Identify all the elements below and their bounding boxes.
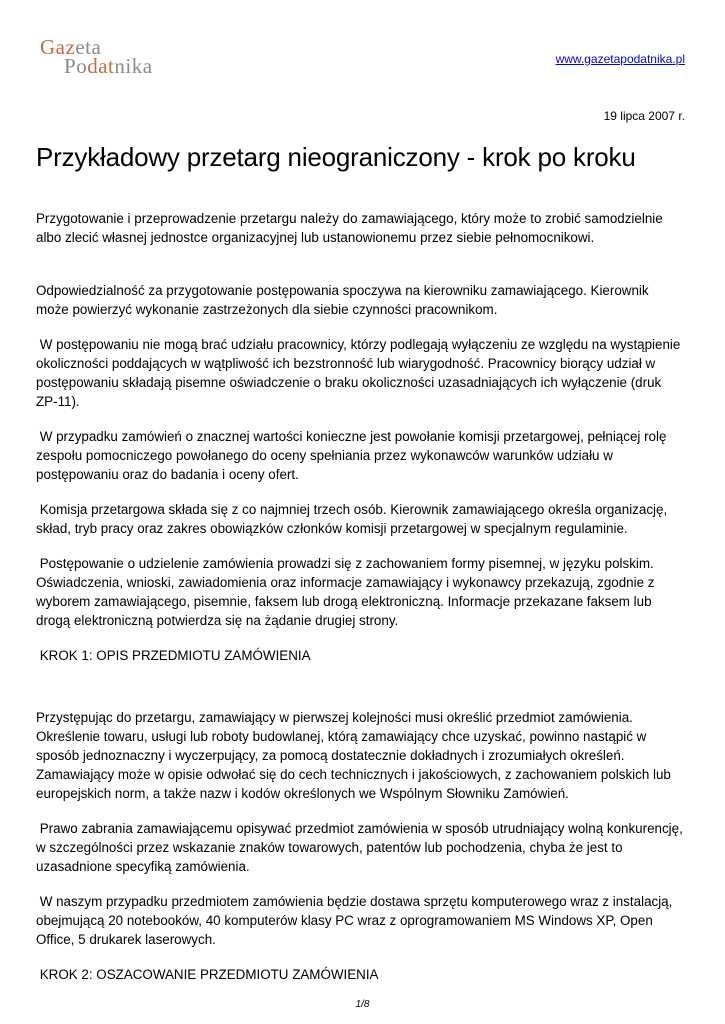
gazeta-podatnika-logo	[40, 35, 170, 82]
paragraph: W przypadku zamówień o znacznej wartości konieczne jest powołanie komisji przetargowej, pełniącej rolę zespołu pomocniczego powołanego do oceny spełniania przez wykonawców warunków udziału w postępowaniu oraz do badania i oceny ofert.	[36, 429, 667, 482]
document-body	[36, 209, 691, 984]
paragraph: W naszym przypadku przedmiotem zamówienia będzie dostawa sprzętu komputerowego wraz z instalacją, obejmującą 20 notebooków, 40 komputerów klasy PC wraz z oprogramowaniem MS Windows XP, Open Office, 5 drukarek laserowych.	[36, 894, 673, 947]
site-link[interactable]: www.gazetapodatnika.pl	[555, 52, 685, 66]
document-title: Przykładowy przetarg nieograniczony - krok po kroku	[36, 142, 636, 172]
logo-line-2: Podatnika	[64, 54, 153, 78]
paragraph: Przygotowanie i przeprowadzenie przetargu należy do zamawiającego, który może to zrobić samodzielnie albo zlecić własnej jednostce organizacyjnej lub ustanowionemu przez siebie pełnomocnikowi.	[36, 211, 663, 245]
document-date: 19 lipca 2007 r.	[603, 109, 685, 123]
paragraph: Prawo zabrania zamawiającemu opisywać przedmiot zamówienia w sposób utrudniający wolną konkurencję, w szczególności przez wskazanie znaków towarowych, patentów lub pochodzenia, chyba że jest to uzasadnione specyfiką zamówienia.	[36, 821, 683, 874]
paragraph: W postępowaniu nie mogą brać udziału pracownicy, którzy podlegają wyłączeniu ze względu na wystąpienie okoliczności poddających w wątpliwość ich bezstronność lub wiarygodność. Pracownicy biorący udział w postępowaniu składają pisemne oświadczenie o braku okoliczności uzasadniających ich wyłączenie (druk ZP-11).	[36, 337, 681, 409]
paragraph: Odpowiedzialność za przygotowanie postępowania spoczywa na kierowniku zamawiającego. Kierownik może powierzyć wykonanie zastrzeżonych dla siebie czynności pracownikom.	[36, 283, 649, 317]
paragraph: Postępowanie o udzielenie zamówienia prowadzi się z zachowaniem formy pisemnej, w języku polskim. Oświadczenia, wnioski, zawiadomienia oraz informacje zamawiający i wykonawcy przekazują, zgodnie z wyborem zamawiającego, pisemnie, faksem lub drogą elektroniczną. Informacje przekazane faksem lub drogą elektroniczną potwierdza się na żądanie drugiej strony.	[36, 556, 655, 628]
section-heading: KROK 2: OSZACOWANIE PRZEDMIOTU ZAMÓWIENIA	[36, 967, 379, 982]
page-number: 1/8	[355, 999, 370, 1010]
section-heading: KROK 1: OPIS PRZEDMIOTU ZAMÓWIENIA	[36, 648, 311, 663]
logo-line-1: Gazeta	[40, 35, 102, 59]
paragraph: Przystępując do przetargu, zamawiający w pierwszej kolejności musi określić przedmiot zamówienia. Określenie towaru, usługi lub roboty budowlanej, którą zamawiający chce uzyskać, powinno nastąpić w sposób jednoznaczny i wyczerpujący, za pomocą dostatecznie dokładnych i zrozumiałych określeń. Zamawiający może w opisie odwołać się do cech technicznych i jakościowych, z zachowaniem polskich lub europejskich norm, a także nazw i kodów określonych we Wspólnym Słowniku Zamówień.	[36, 710, 671, 801]
paragraph: Komisja przetargowa składa się z co najmniej trzech osób. Kierownik zamawiającego określa organizację, skład, tryb pracy oraz zakres obowiązków członków komisji przetargowej w specjalnym regulaminie.	[36, 502, 668, 536]
